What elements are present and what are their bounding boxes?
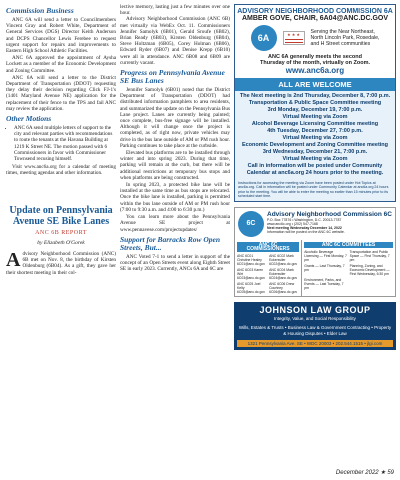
drop-cap: A bbox=[6, 249, 21, 272]
article-source: ANC 6B REPORT bbox=[35, 229, 87, 236]
list-item: ANC 6C05 Joel Kelty 6C05@anc.dc.gov bbox=[237, 281, 265, 294]
list-item: ANC 6C01 Christine Healey 6C01@anc.dc.gov bbox=[237, 253, 265, 266]
website-link[interactable]: www.anc6a.org bbox=[285, 66, 345, 75]
meets-line-2: Thursday of the month, virtually on Zoom. bbox=[259, 60, 370, 66]
paragraph: ANC 6A will send a letter to Councilmembers Vincent Gray and Robert White, Department of General Services (DGS) Director Keith Anderson and DCPS Chancellor Lewis Ferebee to request urgent support for repairs and improvements to Eastern High School Athletic Facilities. bbox=[6, 17, 116, 55]
all-welcome-banner: ALL ARE WELCOME bbox=[235, 78, 395, 91]
list-item: Environment, Parks, and Events — Last Tuesday, 7 pm bbox=[304, 277, 344, 290]
paragraph: ANC 6A will send a letter to the District Department of Transportation (DDOT) requesting they delay their decision regarding Click FJ-1's (1401 Maryland Avenue NE) application for the replacement of their fence to the TPS and fail ANC may review the application. bbox=[6, 74, 116, 112]
motion-list bbox=[14, 125, 116, 162]
notice-title: ADVISORY NEIGHBORHOOD COMMISSION 6A bbox=[237, 8, 393, 15]
open-streets-heading: Support for Barracks Row Open Streets, But... bbox=[120, 234, 221, 252]
paragraph: lective memory, lasting just a few minutes over one hour. bbox=[120, 4, 230, 17]
serving-text: Serving the Near Northeast, North Lincoln Park, Rosedale, and H Street communities bbox=[310, 29, 380, 47]
paragraph: Visit www.anc6a.org for a calendar of meeting times, meeting agendas and other information. bbox=[6, 164, 116, 177]
meetings-list: The Next meeting is 2nd Thursday, December 8, 7:00 p.m. Transportation & Public Space Committee meeting 3rd Monday, December 19, 7:00 p.m. Virtual Meeting via Zoom Alcohol Beverage Licensing Committee meeting 4th Tuesday, December 27, 7:00 p.m. Virtual Meeting via Zoom Economic Development and Zoning Committee meeting 3rd Wednesday, December 21, 7:00 p.m. Virtual Meeting via Zoom Call in information will be posted under Community Calendar at anc6a.org 24 hours prior to the meeting. bbox=[235, 91, 395, 179]
bus-lanes-heading: Progress on Pennsylvania Avenue SE Bus Lanes bbox=[120, 68, 225, 86]
left-column bbox=[6, 4, 116, 276]
anc6c-notice: 6C Advisory Neighborhood Commission 6C P.O. Box 77876 • Washington, D.C. 20013-7787 www.anc6c.org • (202) 547-7168 Next meeting Wednesday December 14, 2022 Information will be posted on the ANC 6C website. ANC 6C COMMISSIONERS ANC 6C01 Christine Healey 6C01@anc.dc.gov ANC 6C02 Mark Eckenwiler 6C02@anc.dc.gov ANC 6C03 Karen Wirt 6C03@anc.dc.gov ANC 6C04 Mark Eckenwiler 6C04@anc.dc.gov ANC 6C05 Joel Kelty 6C05@anc.dc.gov ANC 6C06 Drew Courtney 6C06@anc.dc.gov ANC 6C COMMITTEES Alcoholic Beverage Licensing — First Monday, 7 pm Transportation and Public Space — First Thursday, 7 pm Grants — Last Thursday, 7 pm Planning, Zoning, and Economic Development — First Wednesday, 6:30 pm Environment, Parks, and Events — Last Tuesday, 7 pm bbox=[234, 207, 396, 297]
list-item: ANC 6C03 Karen Wirt 6C03@anc.dc.gov bbox=[237, 267, 265, 280]
page-footer: December 2022 ★ 59 bbox=[335, 470, 394, 476]
anc6a-notice bbox=[234, 4, 396, 202]
paragraph: ANC 6A approved the appointment of Aysha Lockett as a member of the Economic Development and Zoning Committee. bbox=[6, 55, 116, 74]
johnson-law-ad bbox=[234, 302, 396, 350]
list-item: • ANC 6A send multiple letters of support to the city and relevant parties with recommendations to route the tenants at the Havana Building at 1219 K Street NE. The motion passed with 6 Commissioners in favor with Commissioner Townsend recusing himself. bbox=[14, 125, 116, 162]
commission-business-heading: Commission Business bbox=[6, 6, 74, 15]
list-item: ANC 6C06 Drew Courtney 6C06@anc.dc.gov bbox=[269, 281, 298, 294]
right-column bbox=[234, 4, 396, 350]
notice-chair: AMBER GOVE, CHAIR, 6A04@ANC.DC.GOV bbox=[241, 15, 389, 22]
anc6c-title: Advisory Neighborhood Commission 6C bbox=[267, 210, 392, 218]
list-item: Grants — Last Thursday, 7 pm bbox=[304, 263, 345, 272]
article-title: Update on Pennsylvania Avenue SE Bike Lanes bbox=[9, 204, 113, 227]
ad-address: 1321 Pennsylvania Ave. SE • WDC 20003 • 202.544.1515 • jlgi.com bbox=[237, 340, 393, 347]
dc-flag-icon: ★ ★ ★ bbox=[283, 31, 305, 45]
anc6c-seal-icon: 6C bbox=[238, 211, 264, 237]
list-item: Planning, Zoning, and Economic Development — First Wednesday, 6:30 pm bbox=[349, 263, 390, 276]
update-article bbox=[6, 205, 116, 246]
ad-services: Wills, Estates & Trusts • Business Law & Government Contracting • Property & Housing Disputes • Elder Law bbox=[238, 324, 392, 336]
article-opening: Advisory Neighborhood Commission (ANC) 6B met on Nov. 8, the birthday of Kirsten Oldenburg (6B04). As a gift, they gave her their shortest meeting in their col- bbox=[6, 249, 116, 276]
meets-line-1: ANC 6A generally meets the second bbox=[268, 54, 362, 60]
anc-seal-icon: 6A bbox=[251, 25, 277, 51]
list-item: ANC 6C04 Mark Eckenwiler 6C04@anc.dc.gov bbox=[269, 267, 298, 280]
list-item: Transportation and Public Space — First Thursday, 7 pm bbox=[349, 249, 390, 262]
paragraph: Advisory Neighborhood Commission (ANC 6B) met virtually via WebEx Oct. 11. Commissioners Jennifer Samolyk (6B01), Gerald Sroufe (6B02), Brian Ready (6B03), Kirsten Oldenburg (6B04), Steve Holtzman (6B05), Corey Holman (6B06), Edward Ryder (6B07) and Denise Krepp (6B10) were all in attendance. ANC 6B08 and 6B09 are currently vacant. bbox=[120, 16, 230, 66]
instructions-text: Instructions for accessing the meeting via Zoom have been posted under Hot Topics at anc6a.org. Call in information will be posted under Community Calendar at anc6a.org 24 hours prior to the meeting. You will be able to enter the meeting no earlier than 15 minutes prior to its scheduled start time. bbox=[235, 179, 395, 201]
paragraph: You can learn more about the Pennsylvania Avenue SE project at www.pennavese.com/projectupdates/ bbox=[120, 214, 230, 233]
notice-header bbox=[235, 5, 395, 78]
ad-name: JOHNSON LAW GROUP bbox=[259, 304, 371, 315]
list-item: Alcoholic Beverage Licensing — First Monday, 7 pm bbox=[304, 249, 347, 262]
paragraph: In spring 2023, a protected bike lane will be installed at the same time as bus stops are relocated. Once the bike lane is installed, parking is permitted within the bus lane outside of AM or PM rush hour (7:00 to 9:30 a.m. and 4:00 to 6:30 p.m.) bbox=[120, 182, 230, 213]
ad-tagline: Integrity, Value, and Social Responsibility bbox=[274, 315, 356, 321]
list-item: ANC 6C02 Mark Eckenwiler 6C02@anc.dc.gov bbox=[269, 253, 298, 266]
paragraph: ANC Voted 7-1 to send a letter in support of the concept of an Open Streets event along Eighth Street SE in early 2023. Currently, ANCs 6A and 6C are bbox=[120, 253, 230, 273]
paragraph: Elevated bus platforms are to be installed through winter and into spring 2023. During that time, parking will remain at the curb, but there will be additional restrictions at temporary bus stops and when platforms are being constructed. bbox=[120, 150, 230, 181]
byline: by Elizabeth O'Gorek bbox=[37, 239, 85, 246]
paragraph: Jennifer Samolyk (6B01) noted that the District Department of Transportation (DDOT) had distributed information pamphlets to area residents, and summarized the update on the Pennsylvania Bus Lane project. Lanes are currently being painted; once complete, bus-free signage will be installed. Although it will change once the project is completed, as of right now, private vehicles may drive in the bus lane outside of AM or PM rush hour. Parking continues to take place at the curbside. bbox=[120, 87, 230, 149]
middle-column bbox=[120, 4, 230, 273]
other-motions-heading: Other Motions bbox=[6, 114, 52, 124]
